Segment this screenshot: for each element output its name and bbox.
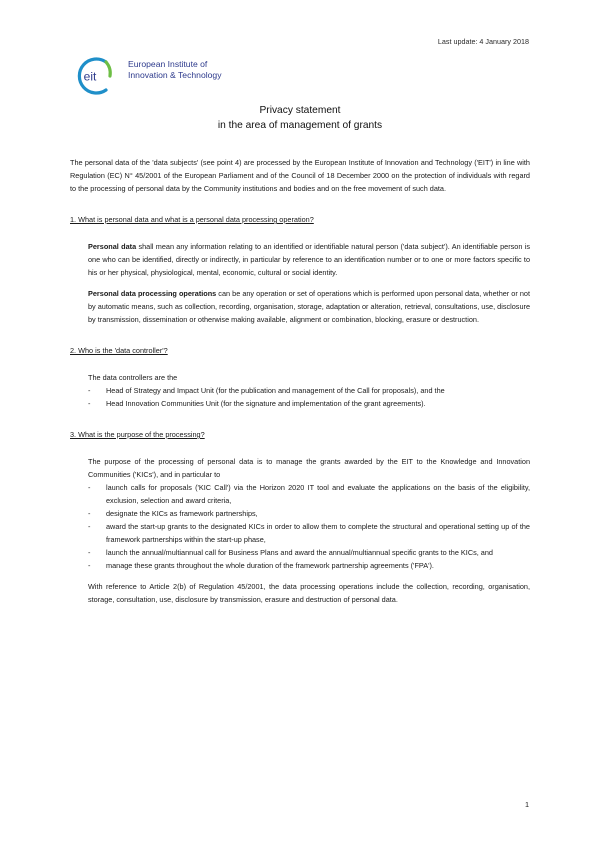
section-3-closing: With reference to Article 2(b) of Regulation 45/2001, the data processing operations include the collection, recording, organisation, storage, consultation, use, disclosure by transmission, erasure and destruction of personal data. — [88, 582, 530, 604]
data-controllers-list — [88, 384, 530, 410]
section-1-paragraph-2 — [88, 287, 530, 326]
section-1-paragraph-1 — [88, 240, 530, 279]
title-line-1: Privacy statement — [259, 105, 341, 116]
list-item: - launch the annual/multiannual call for Business Plans and award the annual/multiannual specific grants to the KICs, and — [88, 546, 530, 559]
last-update-date: Last update: 4 January 2018 — [437, 37, 529, 46]
intro-paragraph: The personal data of the 'data subjects' (see point 4) are processed by the European Institute of Innovation and Technology ('EIT') in line with Regulation (EC) N° 45/2001 of the European Parliament and of the Council of 18 December 2000 on the protection of individuals with regard to the processing of personal data by the Community institutions and bodies and on the free movement of such data. — [70, 158, 530, 193]
document-body — [70, 156, 530, 606]
list-item: - award the start-up grants to the designated KICs in order to allow them to complete the structural and operational setting up of the framework partnerships within the start-up phase, — [88, 520, 530, 546]
eit-logo — [66, 54, 266, 98]
section-2-heading: 2. Who is the 'data controller'? — [70, 346, 168, 355]
section-1-paragraph-2-text: can be any operation or set of operations which is performed upon personal data, whether or not by automatic means, such as collection, recording, organisation, storage, adaptation or alteration, retrieval, consultations, use, disclosure by transmission, dissemination or otherwise making available, alignment or combination, blocking, erasure or destruction. — [88, 289, 530, 324]
list-item: - designate the KICs as framework partnerships, — [88, 507, 530, 520]
purpose-list — [88, 481, 530, 572]
eit-logo-mark — [66, 54, 122, 98]
document-title — [70, 103, 530, 133]
logo-line-2: Innovation & Technology — [128, 70, 222, 80]
section-1-heading: 1. What is personal data and what is a personal data processing operation? — [70, 215, 314, 224]
section-2-lead: The data controllers are the — [88, 373, 178, 382]
section-1-paragraph-1-text: shall mean any information relating to an identified or identifiable natural person ('data subject'). An identifiable person is one who can be identified, directly or indirectly, in particular by reference to an identification number or to one or more factors specific to his or her physical, physiological, mental, economic, cultural or social identity. — [88, 242, 530, 277]
section-3-lead: The purpose of the processing of personal data is to manage the grants awarded by the EIT to the Knowledge and Innovation Communities ('KICs'), and in particular to — [88, 457, 530, 479]
list-item: - Head Innovation Communities Unit (for the signature and implementation of the grant agreements). — [88, 397, 530, 410]
logo-wordmark — [128, 59, 222, 81]
list-item: - Head of Strategy and Impact Unit (for the publication and management of the Call for proposals), and the — [88, 384, 530, 397]
page-number: 1 — [524, 800, 529, 809]
title-line-2: in the area of management of grants — [217, 120, 383, 131]
logo-line-1: European Institute of — [128, 59, 208, 69]
section-3-heading: 3. What is the purpose of the processing? — [70, 430, 205, 439]
term-processing-operations: Personal data processing operations — [88, 289, 217, 298]
list-item: - launch calls for proposals ('KIC Call') via the Horizon 2020 IT tool and evaluate the applications on the basis of the eligibility, exclusion, selection and award criteria, — [88, 481, 530, 507]
list-item: - manage these grants throughout the whole duration of the framework partnership agreements ('FPA'). — [88, 559, 530, 572]
term-personal-data: Personal data — [88, 242, 137, 251]
logo-mark-text: eit — [83, 69, 97, 84]
